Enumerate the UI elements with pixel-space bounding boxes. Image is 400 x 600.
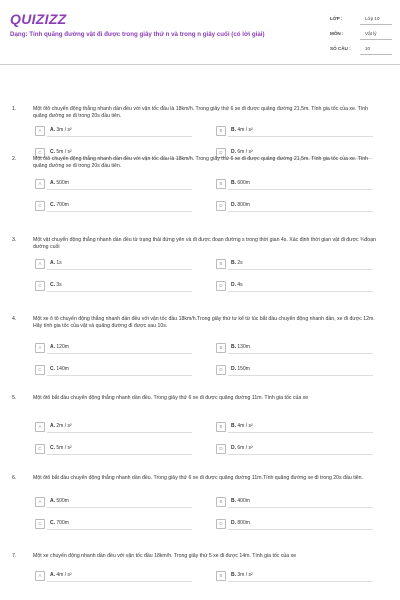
option-underline xyxy=(47,189,192,190)
option-prefix: A. xyxy=(50,498,55,504)
option-label xyxy=(50,445,72,451)
header-divider xyxy=(0,64,400,65)
question-text: Một xe ô tô chuyển động thẳng nhanh dần đều với vận tốc đầu 18km/h.Trong giây thứ tư kể từ lúc bắt đầu chuyển động nhanh dần, xe đi được 12m. Hãy tính gia tốc của vật và quãng đường đi được sau 10s. xyxy=(33,316,375,329)
option-prefix: B. xyxy=(231,572,236,578)
option-underline xyxy=(47,507,192,508)
option-prefix: C. xyxy=(50,202,55,208)
option-label xyxy=(231,344,250,350)
meta-value: Lớp 10 xyxy=(365,16,380,21)
option-label xyxy=(231,127,253,133)
option-underline xyxy=(228,353,373,354)
option-value: 3m / s² xyxy=(56,127,72,133)
meta-key: SỐ CÂU : xyxy=(330,46,351,51)
option-letter-box[interactable]: B xyxy=(216,422,226,432)
option-letter-box[interactable]: D xyxy=(216,519,226,529)
option-prefix: A. xyxy=(50,127,55,133)
option-underline xyxy=(47,136,192,137)
question-number: 1. xyxy=(12,106,17,112)
question-text: Một xe chuyển động nhanh dần đều với vận tốc đầu 18km/h. Trong giây thứ 5 xe đi được 14m. Tính gia tốc của xe xyxy=(33,553,297,559)
option-label xyxy=(231,498,250,504)
option-value: 600m xyxy=(237,180,250,186)
option-underline xyxy=(47,581,192,582)
option-value: 400m xyxy=(237,498,250,504)
meta-value: 10 xyxy=(365,46,371,51)
option-letter-box[interactable]: B xyxy=(216,571,226,581)
option-prefix: B. xyxy=(231,127,236,133)
page-title: Dạng: Tính quãng đường vật đi được trong giây thứ n và trong n giây cuối (có lời giải) xyxy=(10,31,265,38)
option-underline xyxy=(228,189,373,190)
option-value: 130m xyxy=(237,344,250,350)
option-prefix: D. xyxy=(231,520,236,526)
option-underline xyxy=(228,581,373,582)
option-value: 500m xyxy=(56,498,69,504)
option-prefix: D. xyxy=(231,366,236,372)
option-label xyxy=(50,180,69,186)
option-underline xyxy=(47,432,192,433)
option-label xyxy=(50,423,72,429)
option-value: 2s xyxy=(237,260,243,266)
option-prefix: C. xyxy=(50,282,55,288)
option-prefix: A. xyxy=(50,572,55,578)
option-letter-box[interactable]: A xyxy=(35,343,45,353)
option-underline xyxy=(228,269,373,270)
meta-value: Vật lý xyxy=(365,31,377,36)
option-prefix: C. xyxy=(50,445,55,451)
meta-key: MÔN : xyxy=(330,31,344,36)
option-letter-box[interactable]: D xyxy=(216,281,226,291)
option-underline xyxy=(228,375,373,376)
option-underline xyxy=(228,136,373,137)
question-number: 3. xyxy=(12,237,17,243)
option-label xyxy=(50,520,69,526)
option-underline xyxy=(47,269,192,270)
option-label xyxy=(50,127,72,133)
option-prefix: D. xyxy=(231,445,236,451)
option-letter-box[interactable]: B xyxy=(216,259,226,269)
option-letter-box[interactable]: A xyxy=(35,126,45,136)
option-prefix: B. xyxy=(231,180,236,186)
option-label xyxy=(231,260,243,266)
option-letter-box[interactable]: C xyxy=(35,201,45,211)
option-label xyxy=(50,260,62,266)
option-value: 800m xyxy=(237,520,250,526)
option-label xyxy=(231,149,253,155)
option-underline xyxy=(228,432,373,433)
option-value: 5m / s² xyxy=(56,149,72,155)
option-letter-box[interactable]: B xyxy=(216,126,226,136)
option-letter-box[interactable]: D xyxy=(216,201,226,211)
question-text: Một ôtô chuyển động thẳng nhanh dần đều với vận tốc đầu là 18km/h. Trong giây thứ 6 xe đi được quãng đường 21,5m. Tính gia tốc của xe. Tính quãng đường xe đi trong 20s đầu tiên. xyxy=(33,156,369,169)
question-text: Một ôtô chuyển động thẳng nhanh dần đều với vận tốc đầu là 18km/h. Trong giây thứ 6 xe đi được quãng đường 21,5m. Tính gia tốc của xe. Tính quãng đường xe đi trong 20s đầu tiên. xyxy=(33,106,369,119)
meta-row-class xyxy=(330,14,392,29)
option-value: 4m / s² xyxy=(237,423,253,429)
option-prefix: A. xyxy=(50,423,55,429)
meta-underline xyxy=(360,39,392,40)
option-underline xyxy=(47,375,192,376)
option-prefix: B. xyxy=(231,344,236,350)
meta-underline xyxy=(360,54,392,55)
option-value: 6m / s² xyxy=(237,149,253,155)
option-letter-box[interactable]: C xyxy=(35,519,45,529)
option-label xyxy=(231,180,250,186)
option-label xyxy=(231,572,253,578)
question-number: 2. xyxy=(12,156,17,162)
meta-panel xyxy=(330,14,392,59)
option-letter-box[interactable]: A xyxy=(35,497,45,507)
option-underline xyxy=(228,454,373,455)
option-label xyxy=(50,572,72,578)
option-label xyxy=(50,202,69,208)
option-letter-box[interactable]: D xyxy=(216,148,226,158)
option-letter-box[interactable]: A xyxy=(35,422,45,432)
option-value: 4m / s² xyxy=(237,127,253,133)
meta-underline xyxy=(360,24,392,25)
option-prefix: D. xyxy=(231,149,236,155)
option-letter-box[interactable]: A xyxy=(35,179,45,189)
option-value: 500m xyxy=(56,180,69,186)
option-underline xyxy=(47,529,192,530)
option-label xyxy=(231,520,250,526)
option-value: 1s xyxy=(56,260,62,266)
option-label xyxy=(231,366,250,372)
question-text: Một vật chuyển động thẳng nhanh dần đều từ trạng thái đứng yên và đi được đoạn đường s trong thời gian 4s. Xác định thời gian vật đi được ¾đoạn đường cuối xyxy=(33,237,376,250)
question-text: Một ôtô bắt đầu chuyển động thẳng nhanh dần đều. Trong giây thứ 6 xe đi được quãng đường 11m.Tính quãng đường xe đi trong 20s đầu tiên. xyxy=(33,475,363,481)
option-letter-box[interactable]: A xyxy=(35,259,45,269)
option-value: 800m xyxy=(237,202,250,208)
option-prefix: A. xyxy=(50,344,55,350)
option-letter-box[interactable]: C xyxy=(35,444,45,454)
option-value: 700m xyxy=(56,202,69,208)
option-prefix: C. xyxy=(50,149,55,155)
option-value: 6m / s² xyxy=(237,445,253,451)
option-value: 3s xyxy=(56,282,62,288)
option-value: 700m xyxy=(56,520,69,526)
option-label xyxy=(231,282,243,288)
option-underline xyxy=(47,211,192,212)
option-label xyxy=(50,366,69,372)
option-value: 2m / s² xyxy=(56,423,72,429)
option-underline xyxy=(228,507,373,508)
option-letter-box[interactable]: B xyxy=(216,497,226,507)
option-prefix: D. xyxy=(231,202,236,208)
option-underline xyxy=(47,454,192,455)
option-letter-box[interactable]: B xyxy=(216,343,226,353)
option-prefix: B. xyxy=(231,423,236,429)
option-underline xyxy=(228,529,373,530)
option-underline xyxy=(228,291,373,292)
option-prefix: C. xyxy=(50,366,55,372)
option-letter-box[interactable]: C xyxy=(35,148,45,158)
option-prefix: A. xyxy=(50,260,55,266)
option-prefix: B. xyxy=(231,260,236,266)
option-prefix: A. xyxy=(50,180,55,186)
option-value: 140m xyxy=(56,366,69,372)
option-label xyxy=(231,423,253,429)
option-letter-box[interactable]: A xyxy=(35,571,45,581)
option-label xyxy=(231,445,253,451)
option-label xyxy=(231,202,250,208)
option-underline xyxy=(47,291,192,292)
option-letter-box[interactable]: C xyxy=(35,281,45,291)
option-value: 5m / s² xyxy=(56,445,72,451)
meta-row-count xyxy=(330,44,392,59)
option-prefix: C. xyxy=(50,520,55,526)
option-value: 150m xyxy=(237,366,250,372)
meta-key: LỚP : xyxy=(330,16,343,21)
question-number: 6. xyxy=(12,475,17,481)
option-label xyxy=(50,149,72,155)
option-label xyxy=(50,344,69,350)
option-label xyxy=(50,282,62,288)
header xyxy=(0,0,400,64)
brand-logo: QUIZIZZ xyxy=(10,11,67,27)
option-letter-box[interactable]: B xyxy=(216,179,226,189)
question-number: 5. xyxy=(12,395,17,401)
question-number: 4. xyxy=(12,316,17,322)
option-value: 3m / s² xyxy=(237,572,253,578)
option-value: 4s xyxy=(237,282,243,288)
option-underline xyxy=(228,211,373,212)
question-number: 7. xyxy=(12,553,17,559)
option-label xyxy=(50,498,69,504)
question-text: Một ôtô bắt đầu chuyển động thẳng nhanh dần đều. Trong giây thứ 6 xe đi được quãng đường 11m. Tính gia tốc của xe xyxy=(33,395,309,401)
option-letter-box[interactable]: D xyxy=(216,444,226,454)
option-value: 4m / s² xyxy=(56,572,72,578)
option-underline xyxy=(47,353,192,354)
meta-row-subject xyxy=(330,29,392,44)
option-prefix: B. xyxy=(231,498,236,504)
option-letter-box[interactable]: D xyxy=(216,365,226,375)
option-letter-box[interactable]: C xyxy=(35,365,45,375)
option-prefix: D. xyxy=(231,282,236,288)
option-value: 120m xyxy=(56,344,69,350)
